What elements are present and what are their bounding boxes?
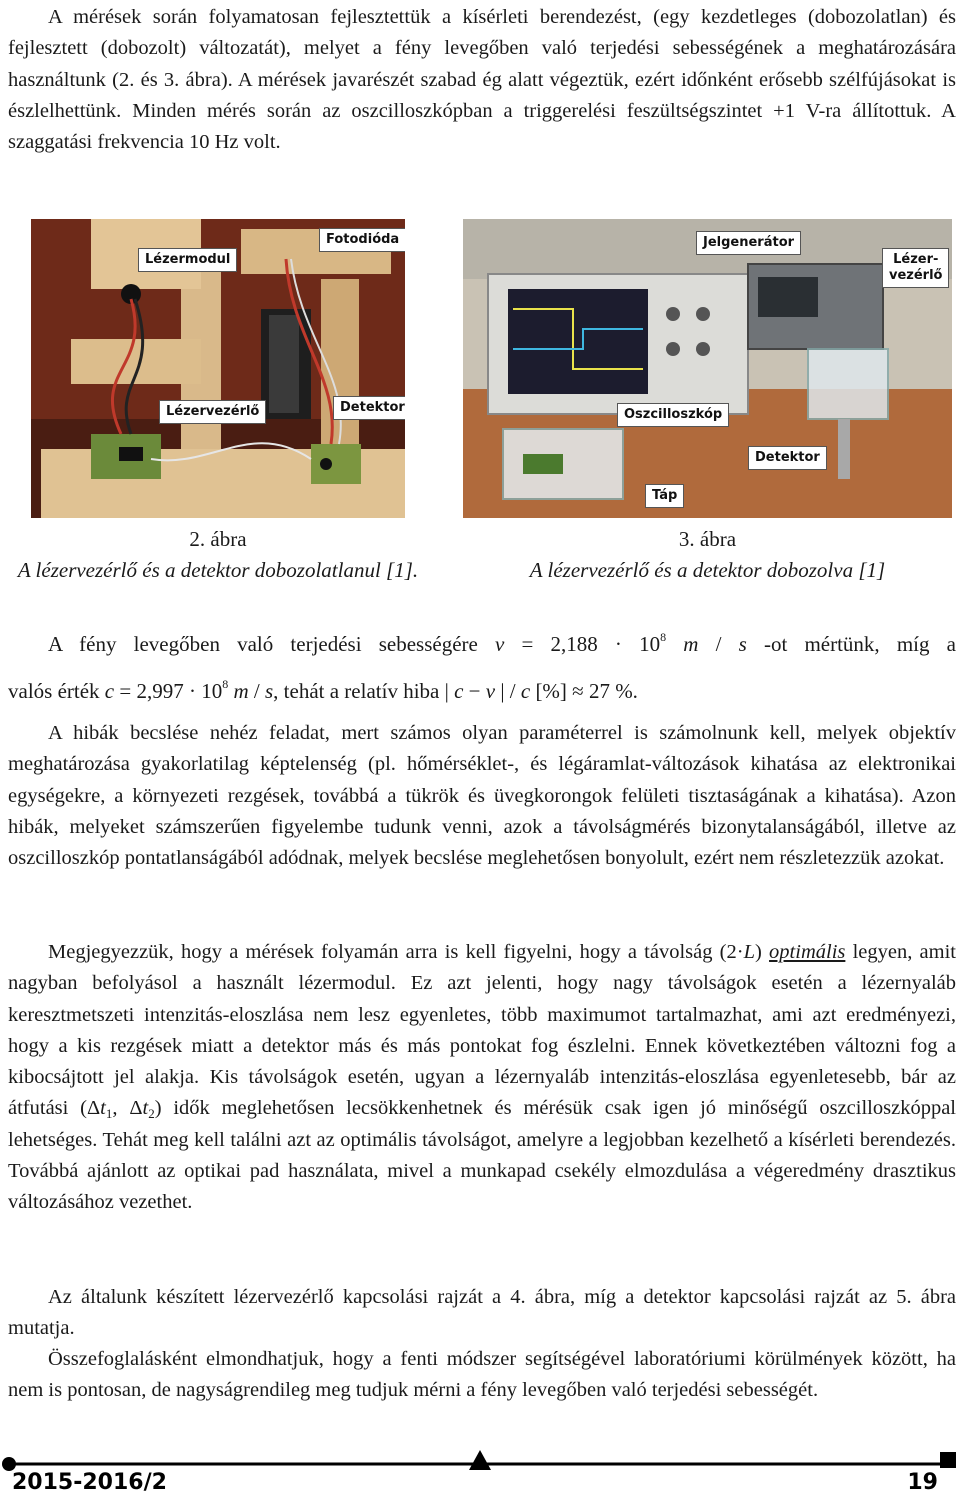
label-fotodioda: Fotodióda	[319, 228, 405, 252]
distance-paragraph: Megjegyezzük, hogy a mérések folyamán arra is kell figyelni, hogy a távolság (2·L) optimális legyen, amit nagyban befolyásol a használt lézermodul. Ez azt jelenti, hogy nagy távolságok esetén a lézernyaláb keresztmetszeti intenzitás-eloszlása nem lesz egyenletes, több maximumot tartalmazhat, ami azt eredményezi, hogy a kis rezgések miatt a detektor más és más pontokat fog észlelni. Ennek következtében változni fog a kibocsájtott jel alakja. Kis távolságok esetén, ugyan a lézernyaláb intenzitás-eloszlása egyenletesebb, bár az átfutási ($\Delta t_1$, $\Delta t_2$) idők meglehetősen lecsökkenhetnek és mérésük csak igen jó minőségű oszcilloszkóppal lehetséges. Tehát meg kell találni azt az optimális távolságot, amelyre a legjobban kezelhető a kísérleti berendezés. Továbbá ajánlott az optikai pad használata, mivel a munkapad csekély elmozdulása a végeredmény drasztikus változásához vezethet.	[8, 941, 956, 1214]
figure-2-number: 2. ábra	[189, 527, 247, 551]
footer-square-icon	[940, 1452, 956, 1468]
formula-line-measured: A fény levegőben való terjedési sebességére $v = 2,188 \cdot 10^8$ m / s -ot mértünk, míg a	[48, 630, 957, 656]
label-lezermodul: Lézermodul	[138, 248, 237, 272]
figure-3-number: 3. ábra	[678, 527, 737, 551]
page-number: 19	[907, 1470, 938, 1495]
figure-2-photo	[31, 219, 405, 518]
figure-3-caption: A lézervezérlő és a detektor dobozolva [1]	[529, 558, 886, 582]
error-paragraph: A hibák becslése nehéz feladat, mert számos olyan paraméterrel is számolnunk kell, melyek objektív meghatározása gyakorlatilag képtelenség (pl. hőmérséklet-, és légáramlat-változások kihatása az elektronikai egységekre, a környezeti rezgések, továbbá a tükrök és üvegkorongok felületi tisztaságának a kihatása). Azon hibák, melyeket számszerűen figyelembe tudunk venni, azok a távolságmérés bizonytalanságából, illetve az oszcilloszkóp pontatlanságából adódnak, melyek becslése meglehetősen bonyolult, ezért nem részletezzük azokat.	[8, 722, 956, 870]
formula-line-real: valós érték $c = 2,997 \cdot 10^8$ m / s, tehát a relatív hiba | c − v | / c [%] ≈ 27 %.	[8, 677, 638, 703]
intro-paragraph: A mérések során folyamatosan fejlesztettük a kísérleti berendezést, (egy kezdetleges (dobozolatlan) és fejlesztett (dobozolt) változatát), melyet a fény levegőben való terjedési sebességének a meghatározására használtunk (2. és 3. ábra). A mérések javarészét szabad ég alatt végeztük, ezért időnként erősebb szélfújásokat is észlelhettünk. Minden mérés során az oszcilloszkópban a triggerelési feszültségszintet +1 V-ra állítottuk. A szaggatási frekvencia 10 Hz volt.	[8, 6, 956, 154]
issue-number: 2015-2016/2	[12, 1470, 167, 1495]
footer-triangle-icon	[469, 1450, 491, 1470]
label-lezervezerlo-boxed: Lézer- vezérlő	[882, 248, 949, 288]
schematic-paragraph: Az általunk készített lézervezérlő kapcsolási rajzát a 4. ábra, míg a detektor kapcsolási rajzát az 5. ábra mutatja.	[8, 1286, 956, 1340]
label-jelgenerator: Jelgenerátor	[696, 231, 801, 255]
summary-paragraph: Összefoglalásként elmondhatjuk, hogy a fenti módszer segítségével laboratóriumi körülmények között, ha nem is pontosan, de nagyságrendileg meg tudjuk mérni a fény levegőben való terjedési sebességét.	[8, 1348, 956, 1402]
figure-3-illustration	[463, 219, 952, 518]
footer-rule	[0, 1448, 960, 1472]
label-detektor-boxed: Detektor	[748, 446, 827, 470]
label-oszcilloszkop: Oszcilloszkóp	[617, 403, 729, 427]
label-tap: Táp	[645, 484, 684, 508]
footer-circle-icon	[2, 1457, 16, 1471]
label-lezervezerlo: Lézervezérlő	[159, 400, 266, 424]
label-detektor: Detektor	[333, 396, 405, 420]
figure-3-photo	[463, 219, 952, 518]
figure-2-caption: A lézervezérlő és a detektor dobozolatlanul [1].	[17, 558, 419, 582]
